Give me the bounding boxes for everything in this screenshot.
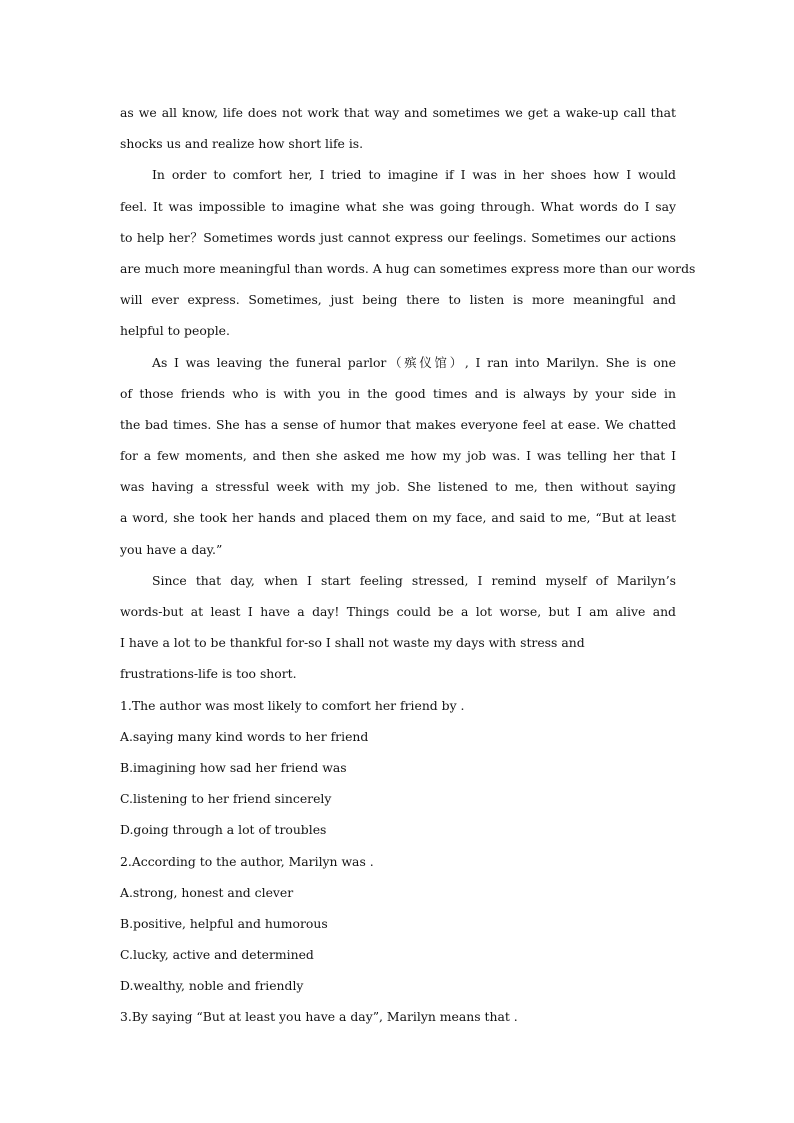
answer-option-c: C.lucky, active and determined (120, 947, 314, 963)
answer-option-d: D.wealthy, noble and friendly (120, 978, 304, 994)
passage-line: was having a stressful week with my job. She listened to me, then without saying (120, 479, 676, 495)
passage-line: I have a lot to be thankful for-so I shall not waste my days with stress and (120, 635, 585, 651)
question-list (120, 690, 676, 1033)
passage-line: In order to comfort her, I tried to imagine if I was in her shoes how I would (152, 167, 676, 183)
question-stem: 2.According to the author, Marilyn was . (120, 853, 374, 869)
passage-line: for a few moments, and then she asked me how my job was. I was telling her that I (120, 448, 676, 464)
question-stem: 1.The author was most likely to comfort her friend by . (120, 697, 465, 713)
question-3 (120, 1001, 676, 1032)
passage-line: words-but at least I have a day! Things could be a lot worse, but I am alive and (120, 604, 676, 619)
passage-line: Since that day, when I start feeling stressed, I remind myself of Marilyn’s (152, 572, 676, 588)
passage-line: are much more meaningful than words. A hug can sometimes express more than our words (120, 260, 696, 276)
passage-line: to help her？Sometimes words just cannot express our feelings. Sometimes our actions (120, 229, 676, 245)
answer-option-a: A.strong, honest and clever (120, 884, 294, 900)
passage-line: As I was leaving the funeral parlor（殡仪馆）, I ran into Marilyn. She is one (152, 354, 676, 370)
passage (120, 97, 696, 690)
page-content (120, 97, 696, 1033)
answer-option-b: B.imagining how sad her friend was (120, 759, 347, 775)
passage-line: of those friends who is with you in the good times and is always by your side in (120, 385, 676, 401)
passage-line: the bad times. She has a sense of humor that makes everyone feel at ease. We chatted (120, 416, 676, 432)
answer-option-a: A.saying many kind words to her friend (120, 728, 369, 744)
passage-line: feel. It was impossible to imagine what she was going through. What words do I say (120, 198, 676, 214)
passage-line: a word, she took her hands and placed them on my face, and said to me, “But at least (120, 510, 676, 526)
answer-option-b: B.positive, helpful and humorous (120, 915, 328, 931)
answer-option-d: D.going through a lot of troubles (120, 822, 327, 838)
passage-line: you have a day.” (120, 541, 223, 557)
passage-line: as we all know, life does not work that way and sometimes we get a wake-up call that (120, 105, 676, 120)
question-1 (120, 690, 676, 846)
answer-option-c: C.listening to her friend sincerely (120, 791, 332, 807)
question-stem: 3.By saying “But at least you have a day”, Marilyn means that . (120, 1009, 518, 1025)
passage-line: frustrations-life is too short. (120, 666, 297, 682)
passage-line: helpful to people. (120, 323, 230, 339)
question-2 (120, 846, 676, 1002)
passage-line: shocks us and realize how short life is. (120, 136, 364, 152)
passage-line: will ever express. Sometimes, just being there to listen is more meaningful and (120, 292, 676, 308)
